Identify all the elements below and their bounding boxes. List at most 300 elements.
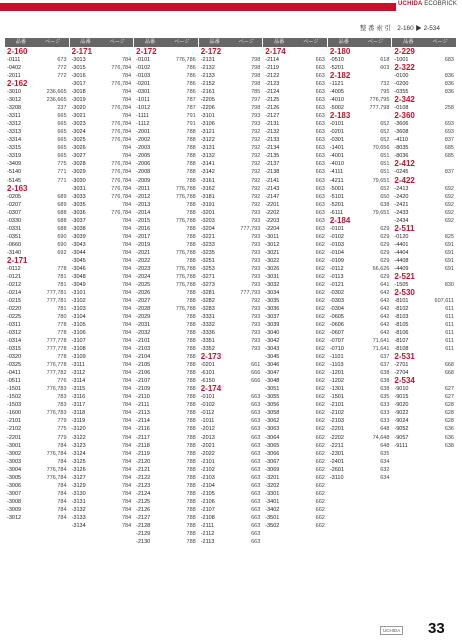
item-page: 611 xyxy=(445,346,454,353)
index-row xyxy=(392,434,456,442)
item-code: -3132 xyxy=(200,153,215,160)
index-row xyxy=(392,201,456,209)
index-row xyxy=(263,241,327,249)
item-page: 784 xyxy=(57,514,67,521)
item-page: 662 xyxy=(315,322,325,329)
item-page: 662 xyxy=(315,297,325,304)
index-row xyxy=(263,474,327,482)
item-code: -2103 xyxy=(136,346,151,353)
item-page: 778 xyxy=(57,354,67,361)
index-row xyxy=(263,64,327,72)
item-page: 663 xyxy=(251,442,261,449)
index-row xyxy=(70,442,134,450)
index-row xyxy=(199,96,263,104)
item-page: 663 xyxy=(315,137,325,144)
group-heading xyxy=(392,64,456,72)
item-page: 788 xyxy=(186,169,196,176)
item-code: -2011 xyxy=(7,73,21,80)
item-page: 629 xyxy=(380,249,390,256)
item-page: 776,788 xyxy=(175,185,196,192)
index-row xyxy=(263,273,327,281)
index-row xyxy=(5,369,69,377)
index-row xyxy=(134,80,198,88)
group-code: 2-322 xyxy=(394,63,415,73)
index-row xyxy=(199,160,263,168)
item-code: -5201 xyxy=(329,201,344,208)
index-row xyxy=(199,337,263,345)
group-code: 2-534 xyxy=(394,376,415,386)
column-header xyxy=(392,38,456,47)
item-page: 663 xyxy=(315,97,325,104)
item-page: 776,784 xyxy=(111,65,132,72)
item-code: -3312 xyxy=(7,121,22,128)
item-code: -3043 xyxy=(71,241,86,248)
index-row xyxy=(392,321,456,329)
item-page: 792 xyxy=(251,297,261,304)
item-code: -2032 xyxy=(136,330,151,337)
item-code: -3048 xyxy=(265,378,280,385)
item-page: 788 xyxy=(186,145,196,152)
item-page: 788 xyxy=(186,450,196,457)
index-row xyxy=(70,273,134,281)
index-row xyxy=(199,466,263,474)
index-row xyxy=(328,128,392,136)
item-code: -2206 xyxy=(200,105,215,112)
index-row xyxy=(70,96,134,104)
item-code: -2101 xyxy=(7,418,22,425)
item-code: -0511 xyxy=(7,378,21,385)
item-code: -3142 xyxy=(200,169,215,176)
item-code: -0101 xyxy=(136,57,151,64)
index-row xyxy=(70,450,134,458)
item-code: -0411 xyxy=(7,370,21,377)
index-row xyxy=(134,530,198,538)
item-page: 788 xyxy=(186,241,196,248)
item-page: 776,784 xyxy=(111,137,132,144)
item-code: -3203 xyxy=(200,217,215,224)
index-row xyxy=(199,498,263,506)
item-code: -2202 xyxy=(265,209,280,216)
item-page: 784 xyxy=(121,338,132,345)
group-heading xyxy=(70,48,134,56)
item-code: -1202 xyxy=(329,378,344,385)
index-row xyxy=(199,136,263,144)
item-code: -2204 xyxy=(265,225,280,232)
item-page: 784 xyxy=(121,458,132,465)
index-row xyxy=(263,377,327,385)
index-row xyxy=(5,466,69,474)
index-row xyxy=(5,273,69,281)
index-row xyxy=(134,377,198,385)
header-code: 品番 xyxy=(403,39,414,45)
group-code: 2-173 xyxy=(200,352,222,362)
item-page: 628 xyxy=(444,410,454,417)
index-row xyxy=(70,498,134,506)
item-code: -3019 xyxy=(71,97,86,104)
item-page: 70,656 xyxy=(372,145,390,152)
index-row xyxy=(392,128,456,136)
item-page: 776,784 xyxy=(46,450,67,457)
item-page: 784 xyxy=(121,402,132,409)
item-code: -2014 xyxy=(136,209,151,216)
item-page: 627 xyxy=(444,386,454,393)
item-code: -3121 xyxy=(200,129,215,136)
item-code: -4401 xyxy=(394,241,409,248)
index-row xyxy=(70,289,134,297)
item-page: 258 xyxy=(444,105,454,112)
index-row xyxy=(70,514,134,522)
item-code: -2119 xyxy=(265,65,279,72)
index-row xyxy=(392,297,456,305)
item-page: 662 xyxy=(315,362,325,369)
item-code: -2012 xyxy=(136,193,151,200)
item-page: 776,784 xyxy=(46,466,67,473)
item-code: -3056 xyxy=(265,402,280,409)
item-code: -3065 xyxy=(265,442,280,449)
item-code: -1600 xyxy=(7,410,22,417)
item-page: 784 xyxy=(57,442,67,449)
item-code: -0100 xyxy=(394,73,409,80)
item-code: -2113 xyxy=(136,410,150,417)
item-code: -2122 xyxy=(136,474,151,481)
item-code: -5201 xyxy=(329,65,344,72)
item-code: -4010 xyxy=(329,161,344,168)
item-page: 685 xyxy=(444,145,454,152)
item-page: 792 xyxy=(251,169,261,176)
item-code: -3502 xyxy=(265,522,280,529)
item-code: -1103 xyxy=(329,362,344,369)
item-code: -6111 xyxy=(329,209,344,216)
item-code: -5002 xyxy=(329,105,344,112)
item-code: -3109 xyxy=(71,354,86,361)
item-code: -3004 xyxy=(7,466,22,473)
item-code: -1111 xyxy=(136,113,149,120)
index-row xyxy=(263,498,327,506)
item-page: 792 xyxy=(251,145,261,152)
index-column xyxy=(134,38,198,546)
index-row xyxy=(199,177,263,185)
group-code: 2-412 xyxy=(394,159,415,169)
index-row xyxy=(328,305,392,313)
item-code: -2135 xyxy=(265,153,280,160)
item-code: -3017 xyxy=(71,81,86,88)
index-row xyxy=(70,490,134,498)
index-row xyxy=(70,281,134,289)
index-row xyxy=(70,168,134,176)
group-heading xyxy=(199,353,263,361)
item-page: 784 xyxy=(121,498,132,505)
item-code: -2104 xyxy=(200,482,215,489)
index-row xyxy=(5,88,69,96)
index-row xyxy=(328,313,392,321)
item-page: 663 xyxy=(315,129,325,136)
item-page: 788 xyxy=(186,514,196,521)
item-code: -3037 xyxy=(265,314,280,321)
item-code: -2109 xyxy=(136,386,151,393)
item-code: -2119 xyxy=(136,450,150,457)
index-row xyxy=(263,385,327,393)
item-page: 236,665 xyxy=(46,89,67,96)
group-heading xyxy=(5,257,69,265)
item-code: -2009 xyxy=(136,177,151,184)
item-page: 778 xyxy=(57,330,67,337)
item-code: -1505 xyxy=(394,281,409,288)
item-page: 772 xyxy=(57,73,67,80)
index-row xyxy=(199,104,263,112)
item-code: -0121 xyxy=(7,273,22,280)
item-page: 788 xyxy=(186,386,196,393)
item-page: 776,788 xyxy=(175,273,196,280)
item-code: -4211 xyxy=(329,177,344,184)
index-row xyxy=(328,281,392,289)
item-code: -2103 xyxy=(329,418,344,425)
item-page: 787 xyxy=(186,105,196,112)
item-code: -0312 xyxy=(7,330,22,337)
item-page: 788 xyxy=(186,330,196,337)
item-code: -2126 xyxy=(265,105,280,112)
column-header xyxy=(70,38,134,47)
index-row xyxy=(263,112,327,120)
item-page: 788 xyxy=(186,257,196,264)
group-code: 2-172 xyxy=(136,47,157,56)
item-code: -0225 xyxy=(7,314,22,321)
index-row xyxy=(328,377,392,385)
item-code: -3201 xyxy=(200,209,215,216)
item-page: 788 xyxy=(186,418,196,425)
index-row xyxy=(199,289,263,297)
index-row xyxy=(70,233,134,241)
header-page: ページ xyxy=(367,39,384,45)
item-page: 642 xyxy=(380,289,390,296)
index-row xyxy=(392,233,456,241)
index-row xyxy=(5,385,69,393)
item-code: -3010 xyxy=(7,89,22,96)
item-code: -0205 xyxy=(7,193,22,200)
index-row xyxy=(328,297,392,305)
item-page: 638 xyxy=(380,386,390,393)
item-page: 836 xyxy=(444,73,454,80)
index-row xyxy=(328,233,392,241)
item-code: -3031 xyxy=(71,185,86,192)
index-row xyxy=(5,136,69,144)
footer-logo: UCHIDA xyxy=(380,626,403,635)
index-row xyxy=(328,329,392,337)
item-code: -3103 xyxy=(71,306,86,312)
item-code: -4001 xyxy=(329,153,344,160)
item-code: -0214 xyxy=(7,289,22,296)
item-code: -2028 xyxy=(136,306,151,312)
item-page: 784 xyxy=(121,265,132,272)
index-row xyxy=(134,241,198,249)
item-page: 777,778 xyxy=(46,346,67,353)
item-code: -1502 xyxy=(7,394,22,401)
index-row xyxy=(199,361,263,369)
index-row xyxy=(134,313,198,321)
item-page: 663 xyxy=(315,145,325,152)
item-code: -2601 xyxy=(329,466,344,473)
item-code: -3204 xyxy=(200,225,215,232)
item-code: -2131 xyxy=(265,121,280,128)
index-row xyxy=(392,185,456,193)
index-row xyxy=(199,72,263,80)
index-row xyxy=(263,321,327,329)
index-row xyxy=(392,136,456,144)
item-page: 786 xyxy=(186,65,196,72)
item-code: -3301 xyxy=(265,490,280,497)
item-code: -2130 xyxy=(136,538,151,545)
item-page: 663 xyxy=(315,217,325,224)
item-page: 793 xyxy=(251,281,261,288)
item-page: 663 xyxy=(251,426,261,433)
index-row xyxy=(134,177,198,185)
index-row xyxy=(392,361,456,369)
index-row xyxy=(5,160,69,168)
item-code: -3118 xyxy=(71,410,86,417)
index-row xyxy=(328,185,392,193)
item-page: 642 xyxy=(380,330,390,337)
group-code: 2-174 xyxy=(200,384,222,394)
item-page: 776,784 xyxy=(111,193,132,200)
index-row xyxy=(134,144,198,152)
index-row xyxy=(263,225,327,233)
item-page: 788 xyxy=(186,314,196,321)
group-heading xyxy=(392,225,456,233)
index-row xyxy=(263,337,327,345)
item-code: -3141 xyxy=(200,161,215,168)
item-code: -3021 xyxy=(71,113,86,120)
group-heading xyxy=(392,96,456,104)
item-code: -3110 xyxy=(329,474,344,481)
index-row xyxy=(70,385,134,393)
item-page: 663 xyxy=(251,498,261,505)
item-code: -3051 xyxy=(265,386,280,393)
item-code: -2102 xyxy=(329,410,344,417)
item-code: -2116 xyxy=(136,426,150,433)
item-page: 784 xyxy=(121,297,132,304)
index-row xyxy=(263,233,327,241)
index-row xyxy=(199,273,263,281)
item-page: 652 xyxy=(380,129,390,136)
item-page: 777,781 xyxy=(46,289,67,296)
item-page: 663 xyxy=(251,538,261,545)
item-page: 663 xyxy=(315,201,325,208)
item-code: -2413 xyxy=(394,185,409,192)
index-row xyxy=(328,289,392,297)
item-code: -3024 xyxy=(71,129,86,136)
item-page: 837 xyxy=(444,137,454,144)
item-page: 632 xyxy=(380,466,390,473)
item-code: -2019 xyxy=(136,241,151,248)
item-code: -5101 xyxy=(329,193,344,200)
item-page: 784 xyxy=(121,249,132,256)
item-code: -3606 xyxy=(394,121,409,128)
index-row xyxy=(134,168,198,176)
item-page: 611 xyxy=(445,330,454,337)
item-code: -2013 xyxy=(136,201,151,208)
item-code: -3039 xyxy=(265,322,280,329)
header-page: ページ xyxy=(238,39,255,45)
item-page: 784 xyxy=(121,474,132,481)
item-page: 636 xyxy=(444,426,454,433)
item-page: 628 xyxy=(444,418,454,425)
item-page: 663 xyxy=(315,185,325,192)
item-page: 777,793 xyxy=(240,289,261,296)
item-code: -3064 xyxy=(265,434,280,441)
group-code: 2-162 xyxy=(7,79,28,89)
index-row xyxy=(5,474,69,482)
index-row xyxy=(134,369,198,377)
index-row xyxy=(5,482,69,490)
item-page: 607,611 xyxy=(434,297,454,304)
item-code: -3037 xyxy=(71,217,86,224)
group-code: 2-521 xyxy=(394,271,415,281)
item-code: -1501 xyxy=(329,394,344,401)
group-code: 2-530 xyxy=(394,287,415,297)
item-page: 784 xyxy=(121,233,132,240)
item-page: 691 xyxy=(444,265,454,272)
header-page: ページ xyxy=(109,39,125,45)
item-code: -3124 xyxy=(71,450,86,457)
index-row xyxy=(199,458,263,466)
header-code: 品番 xyxy=(338,39,349,45)
item-page: 778 xyxy=(57,322,67,329)
footer xyxy=(0,617,462,644)
index-row xyxy=(263,281,327,289)
item-page: 66,626 xyxy=(372,265,390,272)
item-code: -2201 xyxy=(265,201,280,208)
item-page: 668 xyxy=(444,362,454,369)
item-code: -2211 xyxy=(329,442,344,449)
item-code: -3311 xyxy=(7,113,21,120)
item-code: -2003 xyxy=(136,145,151,152)
item-code: -3036 xyxy=(71,209,86,216)
item-page: 776,788 xyxy=(175,217,196,224)
index-row xyxy=(134,393,198,401)
item-code: -2128 xyxy=(136,522,151,529)
item-code: -0314 xyxy=(7,338,22,345)
index-row xyxy=(70,369,134,377)
item-code: -3191 xyxy=(200,201,215,208)
item-code: -3101 xyxy=(200,113,215,120)
item-page: 793 xyxy=(251,121,261,128)
item-code: -0120 xyxy=(394,233,409,240)
group-code: 2-172 xyxy=(200,47,222,56)
item-page: 663 xyxy=(251,530,261,537)
item-code: -3016 xyxy=(71,73,86,80)
item-page: 663 xyxy=(251,418,261,425)
index-row xyxy=(392,417,456,425)
item-page: 798 xyxy=(251,65,261,72)
index-row xyxy=(328,80,392,88)
item-code: -3208 xyxy=(7,105,22,112)
index-column xyxy=(5,38,69,546)
index-column xyxy=(263,38,327,546)
index-row xyxy=(70,265,134,273)
index-row xyxy=(70,112,134,120)
item-code: -8101 xyxy=(394,297,409,304)
item-code: -2117 xyxy=(136,434,150,441)
item-code: -5140 xyxy=(7,169,22,176)
index-row xyxy=(70,72,134,80)
index-row xyxy=(199,442,263,450)
group-code: 2-342 xyxy=(394,95,415,105)
item-page: 662 xyxy=(315,514,325,521)
item-code: -3116 xyxy=(71,394,86,401)
item-page: 662 xyxy=(315,257,325,264)
index-row xyxy=(263,425,327,433)
item-code: -9020 xyxy=(394,402,409,409)
item-code: -0112 xyxy=(7,265,21,272)
